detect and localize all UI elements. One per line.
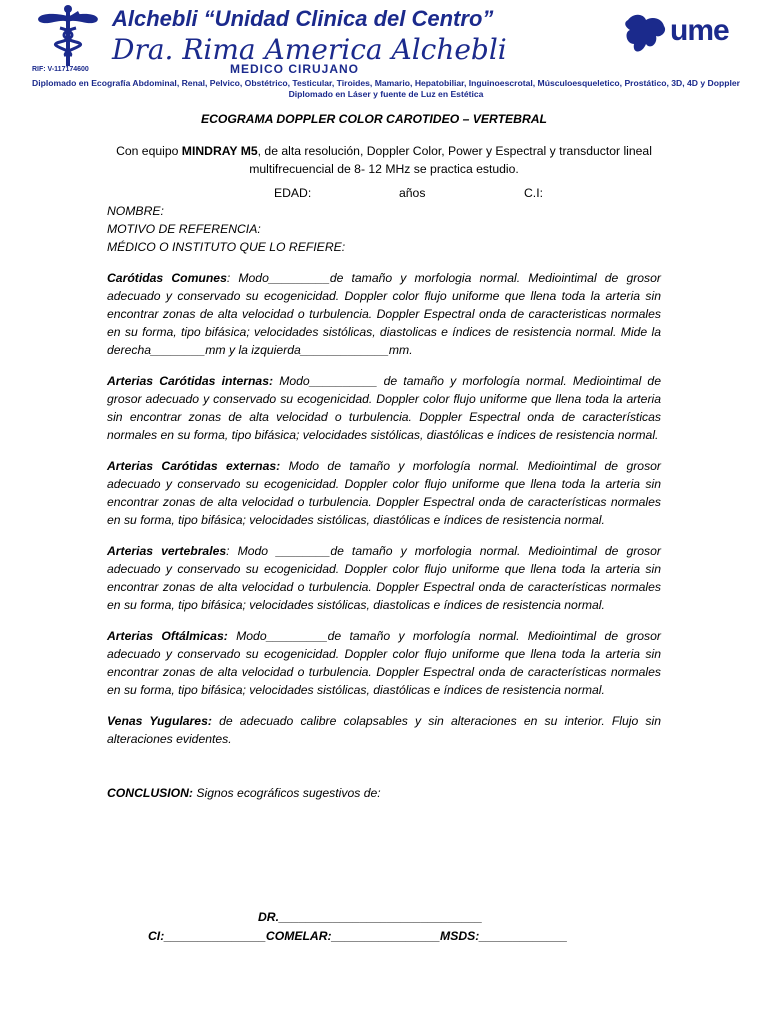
section-carotidas-externas (107, 457, 661, 529)
caduceus-icon (30, 4, 106, 68)
ci-label: C.I: (524, 186, 543, 200)
conclusion (107, 784, 661, 802)
section-vertebrales (107, 542, 661, 614)
section-heading: Venas Yugulares: (107, 714, 212, 728)
section-yugulares (107, 712, 661, 748)
report-body (107, 110, 661, 802)
document-title: ECOGRAMA DOPPLER COLOR CAROTIDEO – VERTEBRAL (200, 112, 547, 126)
anos-label: años (399, 186, 426, 200)
edad-label: EDAD: (274, 186, 312, 200)
section-carotidas-internas (107, 372, 661, 444)
section-text: : Modo_________de tamaño y morfologia normal. Mediointimal de grosor adecuado y conservado su ecogenicidad. Doppler color flujo uniforme que llena toda la arteria sin encontrar zonas de alta velocidad o turbulencia. Doppler Espectral onda de caracteristicas normales en su forma, tipo bifásica; velocidades sistólicas, diastolicas e índices de resistencia normal. Mide la derecha________mm y la izquierda_____________mm. (107, 271, 661, 357)
doctor-name: Dra. Rima America Alchebli (112, 33, 507, 66)
section-heading: Arterias Carótidas externas: (107, 459, 281, 473)
medico-label: MÉDICO O INSTITUTO QUE LO REFIERE: (107, 240, 346, 254)
section-text: Modo__________ de tamaño y morfología normal. Mediointimal de grosor adecuado y conservado su ecogenicidad. Doppler color flujo uniforme que llena toda la arteria sin encontrar zonas de alta velocidad o turbulencia. Doppler Espectral onda de características normales en su forma, tipo bifásica; velocidades sistólicas, diastólicas e índices de resistencia normal. (107, 374, 661, 442)
section-heading: Arterias vertebrales (107, 544, 227, 558)
nombre-label: NOMBRE: (107, 204, 164, 218)
equipment-name: MINDRAY M5 (181, 144, 258, 158)
rif-number: RIF: V-117174600 (32, 66, 89, 73)
section-text: Modo_________de tamaño y morfología normal. Mediointimal de grosor adecuado y conservado su ecogenicidad. Doppler color flujo uniforme que llena toda la arteria sin encontrar zonas de alta velocidad o turbulencia. Doppler Espectral onda de características normales en su forma, tipo bifásica; velocidades sistólicas, diastólicas e índices de resistencia normal. (107, 629, 661, 697)
signature-credentials: CI:_______________COMELAR:________________MSDS:_____________ (148, 929, 568, 943)
clinic-name: Alchebli “Unidad Clinica del Centro” (112, 6, 494, 31)
intro-rest: , de alta resolución, Doppler Color, Power y Espectral y transductor lineal multifrecuencial de 8- 12 MHz se practica estudio. (249, 144, 652, 176)
section-heading: Arterias Oftálmicas: (107, 629, 228, 643)
motivo-label: MOTIVO DE REFERENCIA: (107, 222, 261, 236)
ume-logo (622, 10, 752, 64)
intro-paragraph (107, 142, 661, 178)
specialties: Diplomado en Ecografía Abdominal, Renal, Pelvico, Obstétrico, Testicular, Tiroides, Mamario, Hepatobiliar, Inguinoescrotal, Músculoesqueletico, Prostático, 3D, 4D y Doppler Diplomado en Láser y fuente de Luz en Estética (31, 78, 741, 99)
section-carotidas-comunes (107, 269, 661, 359)
signature-doctor: DR.______________________________ (258, 910, 483, 924)
conclusion-label: CONCLUSION: (107, 786, 193, 800)
intro-prefix: Con equipo (116, 144, 182, 158)
venezuela-map-icon (622, 10, 670, 64)
section-text: de adecuado calibre colapsables y sin alteraciones en su interior. Flujo sin alteraciones evidentes. (107, 714, 662, 746)
section-text: Modo de tamaño y morfología normal. Mediointimal de grosor adecuado y conservado su ecogenicidad. Doppler color flujo uniforme que llena toda la arteria sin encontrar zonas de alta velocidad o turbulencia. Doppler Espectral onda de características normales en su forma, tipo bifásica; velocidades sistólicas, diastólicas e índices de resistencia normal. (107, 459, 661, 527)
section-text: : Modo ________de tamaño y morfologia normal. Mediointimal de grosor adecuado y conservado su ecogenicidad. Doppler color flujo uniforme que llena toda la arteria sin encontrar zonas de alta velocidad o turbulencia. Doppler Espectral onda de características normales en su forma, tipo bifásica; velocidades sistólicas, diastolicas e índices de resistencia normal. (107, 544, 661, 612)
letterhead (0, 0, 768, 110)
age-row (107, 184, 661, 202)
section-oftalmicas (107, 627, 661, 699)
conclusion-text: Signos ecográficos sugestivos de: (193, 786, 381, 800)
profession: MEDICO CIRUJANO (230, 62, 360, 76)
section-heading: Carótidas Comunes (107, 271, 227, 285)
ume-text: ume (670, 14, 729, 47)
section-heading: Arterias Carótidas internas: (107, 374, 274, 388)
